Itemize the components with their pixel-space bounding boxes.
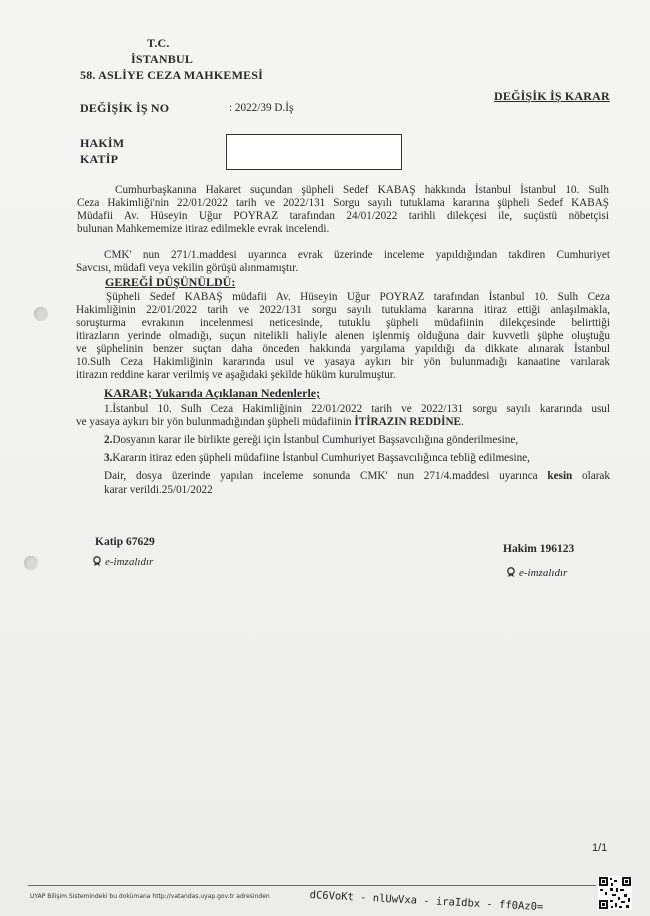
gereği-heading: GEREĞİ DÜŞÜNÜLDÜ: [105,275,236,289]
seal-icon [506,567,516,577]
footer-note: UYAP Bilişim Sistemindeki bu dokümana http://vatandas.uyap.gov.tr adresinden [30,893,270,900]
clerk-label: KATİP [80,152,119,166]
judge-label: HAKİM [80,136,125,150]
p1-line: Müdafii Av. Hüseyin Uğur POYRAZ tarafından 24/01/2022 tarihli dilekçesi ile, suçüstü nöbetçisi [77,210,609,222]
p1-line: Ceza Hakimliği'nin 22/01/2022 tarih ve 2022/131 Sorgu sayılı tutuklama kararına şüpheli Sedef KABAŞ [77,197,609,209]
karar-item-1-line2: ve yasaya aykırı bir yön bulunmadığından şüpheli müdafiinin İTİRAZIN REDDİNE. [76,416,464,428]
p2-line: Savcısı, müdafi veya vekilin görüşü alınmamıştır. [76,262,299,274]
verification-code: dC6VoKt - nlUwVxa - iraIdbx - ff0Az0= [309,889,544,914]
tc-heading: T.C. [147,36,170,50]
p3-line: ve şüphelinin benzer suçtan daha önceden hakkında yargılama yapıldığı da dikkate alınarak İstanbul [76,343,610,355]
doc-type-title: DEĞİŞİK İŞ KARAR [494,89,610,103]
p3-line: Hakimliğinin 22/01/2022 tarih ve 2022/131 sorgu sayılı tutuklama kararına itiraz ettiği anlaşılmakla, [76,304,610,316]
punch-hole [24,556,38,570]
qr-code-icon [598,876,632,910]
court-heading: 58. ASLİYE CEZA MAHKEMESİ [80,68,264,82]
clerk-signature-label: Katip 67629 [95,536,155,548]
redaction-box [226,134,402,170]
final-line2: karar verildi.25/01/2022 [104,484,213,496]
p3-line: soruşturma evrakının incelenmesi neticesinde, tutuklu şüpheli müdafiinin dilekçesinde belirttiği [76,317,610,329]
judge-esign: e-imzalıdır [506,563,567,581]
final-line1: Dair, dosya üzerinde yapılan inceleme sonunda CMK' nun 271/4.maddesi uyarınca kesin olarak [104,470,610,482]
rejection-verdict: İTİRAZIN REDDİNE [354,416,462,428]
p3-line: itirazın reddine karar verilmiş ve aşağıdaki şekilde hüküm kurulmuştur. [76,369,396,381]
p3-line: Şüpheli Sedef KABAŞ müdafii Av. Hüseyin Uğur POYRAZ tarafından İstanbul 10. Sulh Ceza [106,291,610,303]
karar-item-2: 2.Dosyanın karar ile birlikte gereği için İstanbul Cumhuriyet Başsavcılığına gönderilmesine, [104,434,519,446]
p3-line: 10.Sulh Ceza Hakimliğinin kararında usul ve yasaya aykırı bir yön bulunmadığı kanaatine varılarak [76,356,610,368]
p1-line: Cumhurbaşkanına Hakaret suçundan şüpheli Sedef KABAŞ hakkında İstanbul İstanbul 10. Sulh [115,184,609,196]
p3-line: itirazların yerinde olmadığı, suçun nitelikli haliyle alenen işlenmiş olduğuna dair kuvvetli şüphe oluştuğu [76,330,610,342]
punch-hole [34,307,48,321]
file-number: : 2022/39 D.İş [229,102,294,114]
p2-line: CMK' nun 271/1.maddesi uyarınca evrak üzerinde inceleme yapıldığından takdiren Cumhuriyet [104,249,610,261]
city-heading: İSTANBUL [131,52,194,66]
footer-divider [28,885,596,886]
karar-item-3: 3.Kararın itiraz eden şüpheli müdafiine İstanbul Cumhuriyet Başsavcılığınca tebliğ edilmesine, [104,452,530,464]
judge-signature-label: Hakim 196123 [503,543,575,555]
karar-heading: KARAR; Yukarıda Açıklanan Nedenlerle; [104,386,321,400]
p1-line: bulunan Mahkememize itiraz edilmekle evrak incelendi. [77,223,330,235]
page-number: 1/1 [592,842,608,854]
file-label: DEĞİŞİK İŞ NO [80,101,170,115]
karar-item-1-line1: 1.İstanbul 10. Sulh Ceza Hakimliğinin 22/01/2022 tarih ve 2022/131 sorgu sayılı kararında usul [104,403,610,415]
seal-icon [92,556,102,566]
clerk-esign: e-imzalıdır [92,552,153,570]
